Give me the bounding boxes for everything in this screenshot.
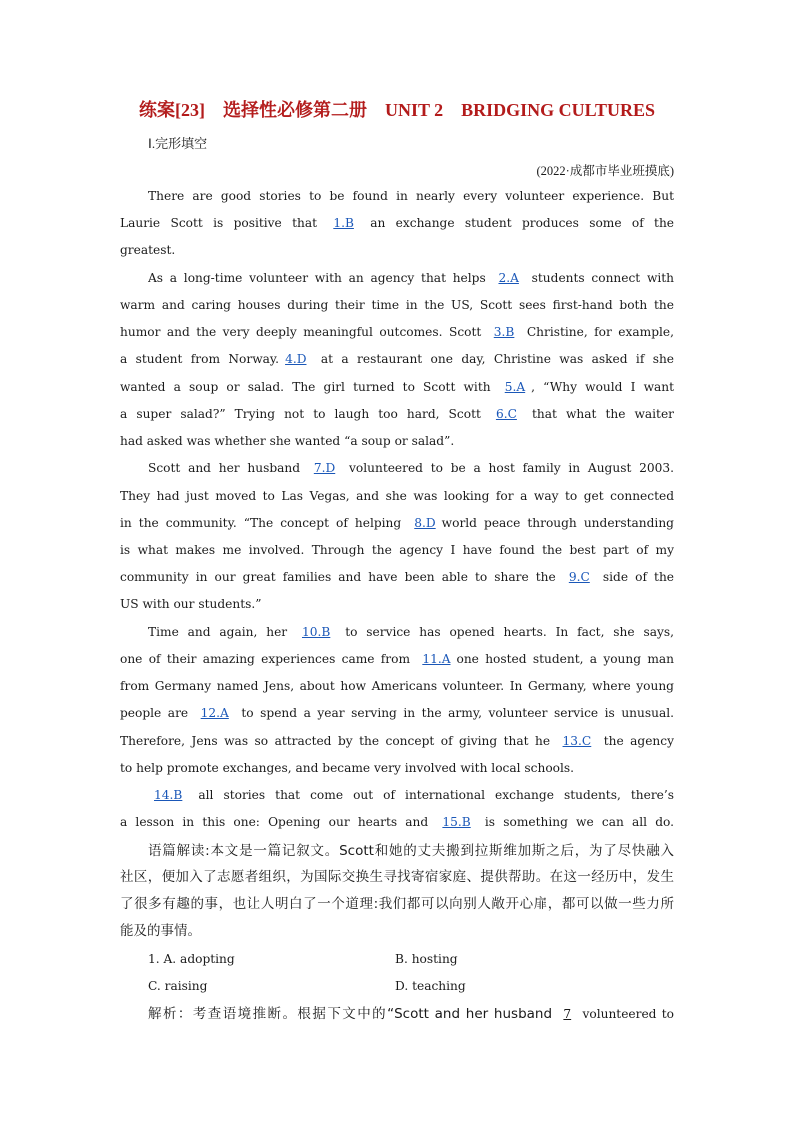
passage-text: humor and the very deeply meaningful outcomes. Scott (120, 325, 482, 339)
passage-line (120, 676, 674, 696)
answer-blank: 4.D (285, 352, 307, 366)
passage-text: wanted a soup or salad. The girl turned to Scott with (120, 380, 491, 394)
analysis-text: 语篇解读:本文是一篇记叙文。Scott和她的丈夫搬到拉斯维加斯之后，为了尽快融入 (148, 843, 674, 859)
answer-blank: 11.A (422, 652, 451, 666)
passage-text: Christine, for example, (526, 325, 674, 339)
passage-line (120, 812, 674, 832)
analysis-line (120, 866, 674, 888)
answer-blank: 14.B (154, 788, 183, 802)
passage-line (120, 322, 674, 342)
passage-line (120, 758, 674, 778)
passage-text: Laurie Scott is positive that (120, 216, 317, 230)
passage-line (120, 594, 674, 614)
passage-line (120, 567, 674, 587)
passage-text: Therefore, Jens was so attracted by the concept of giving that he (120, 734, 551, 748)
passage-line (120, 649, 674, 669)
passage-text: students connect with (531, 271, 674, 285)
passage-line (120, 513, 674, 533)
answer-blank: 2.A (498, 271, 519, 285)
answer-blank: 9.C (568, 570, 590, 584)
passage-text: Scott and her husband (148, 461, 301, 475)
answer-blank: 10.B (301, 625, 331, 639)
passage-line (120, 240, 674, 260)
passage-line (148, 622, 674, 642)
passage-text: side of the (602, 570, 674, 584)
passage-text: , “Why would I want (531, 380, 674, 394)
analysis-line (148, 840, 674, 862)
analysis-line (120, 893, 674, 915)
analysis-text: 了很多有趣的事，也让人明白了一个道理:我们都可以向别人敞开心扉，都可以做一些力所 (120, 896, 674, 912)
passage-line (148, 186, 674, 206)
option-b: B. hosting (395, 952, 458, 966)
answer-blank: 7.D (313, 461, 336, 475)
passage-line (120, 349, 674, 369)
passage-text: They had just moved to Las Vegas, and she was looking for a way to get connected (120, 489, 674, 503)
passage-line (120, 213, 674, 233)
answer-blank: 1.B (333, 216, 354, 230)
passage-text: that what the waiter (531, 407, 674, 421)
answer-blank: 12.A (200, 706, 229, 720)
passage-text: to spend a year serving in the army, volunteer service is unusual. (241, 706, 674, 720)
answer-blank: 15.B (442, 815, 471, 829)
passage-text: one hosted student, a young man (456, 652, 674, 666)
passage-text: is what makes me involved. Through the agency I have found the best part of my (120, 543, 674, 557)
option-c: C. raising (148, 979, 208, 993)
passage-text: is something we can all do. (484, 815, 674, 829)
answer-blank: 3.B (493, 325, 515, 339)
passage-line (148, 785, 674, 805)
explanation-line (148, 1003, 674, 1025)
passage-text: one of their amazing experiences came from (120, 652, 411, 666)
answer-blank: 6.C (495, 407, 517, 421)
passage-text: had asked was whether she wanted “a soup or salad”. (120, 434, 455, 448)
passage-line (120, 540, 674, 560)
explanation-text: 解析：考查语境推断。根据下文中的“Scott and her husband (148, 1006, 553, 1022)
passage-text: at a restaurant one day, Christine was asked if she (320, 352, 674, 366)
option-a: 1. A. adopting (148, 952, 235, 966)
passage-text: greatest. (120, 243, 176, 257)
analysis-line (120, 920, 674, 942)
answer-blank: 8.D (414, 516, 436, 530)
passage-text: from Germany named Jens, about how Americans volunteer. In Germany, where young (120, 679, 674, 693)
passage-line (120, 404, 674, 424)
passage-text: world peace through understanding (441, 516, 674, 530)
passage-text: volunteered to be a host family in August 2003. (349, 461, 674, 475)
passage-line (120, 731, 674, 751)
passage-line (120, 295, 674, 315)
passage-text: to help promote exchanges, and became very involved with local schools. (120, 761, 575, 775)
analysis-text: 社区，便加入了志愿者组织，为国际交换生寻找寄宿家庭、提供帮助。在这一经历中，发生 (120, 869, 674, 885)
passage-text: warm and caring houses during their time in the US, Scott sees first-hand both the (120, 298, 674, 312)
passage-text: a lesson in this one: Opening our hearts and (120, 815, 429, 829)
source-note: (2022·成都市毕业班摸底) (536, 164, 674, 178)
passage-text: in the community. “The concept of helping (120, 516, 402, 530)
passage-text: As a long-time volunteer with an agency that helps (148, 271, 486, 285)
passage-line (148, 458, 674, 478)
passage-line (148, 268, 674, 288)
explanation-text: volunteered to (582, 1007, 674, 1021)
passage-text: the agency (603, 734, 674, 748)
passage-line (120, 431, 674, 451)
passage-text: There are good stories to be found in nearly every volunteer experience. But (148, 189, 674, 203)
passage-text: an exchange student produces some of the (370, 216, 674, 230)
passage-text: to service has opened hearts. In fact, she says, (345, 625, 674, 639)
answer-blank: 7 (563, 1007, 572, 1021)
answer-blank: 13.C (562, 734, 592, 748)
passage-line (120, 703, 674, 723)
page-title: 练案[23] 选择性必修第二册 UNIT 2 BRIDGING CULTURES (138, 100, 656, 120)
passage-text: a student from Norway. (120, 352, 280, 366)
answer-blank: 5.A (504, 380, 526, 394)
passage-text: US with our students.” (120, 597, 262, 611)
passage-line (120, 377, 674, 397)
option-d: D. teaching (395, 979, 466, 993)
passage-text: community in our great families and have been able to share the (120, 570, 556, 584)
passage-text: all stories that come out of international exchange students, there’s (198, 788, 674, 802)
passage-text: a super salad?” Trying not to laugh too hard, Scott (120, 407, 481, 421)
passage-line (120, 486, 674, 506)
passage-text: Time and again, her (148, 625, 288, 639)
passage-text: people are (120, 706, 189, 720)
section-heading: Ⅰ.完形填空 (148, 136, 208, 151)
analysis-text: 能及的事情。 (120, 923, 201, 939)
